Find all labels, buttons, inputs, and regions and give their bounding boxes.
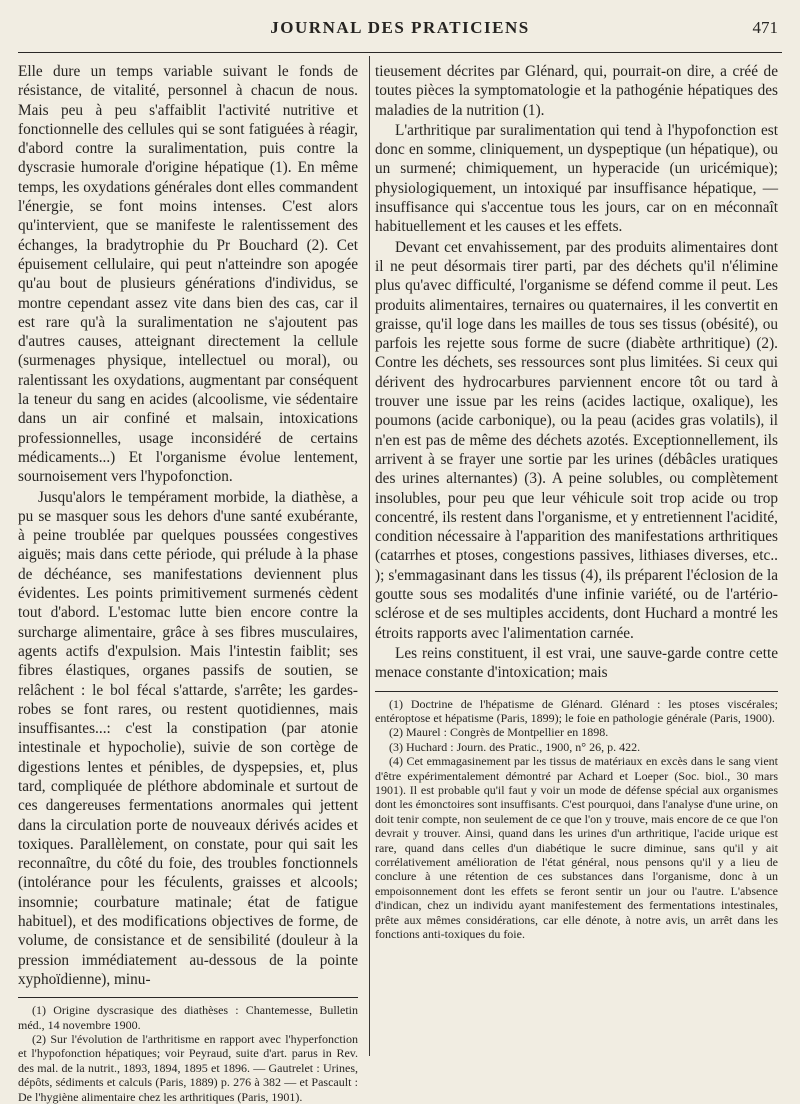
header-rule — [18, 52, 782, 53]
footnote: (1) Origine dyscrasique des diathèses : Chantemesse, Bulletin méd., 14 novembre 1900. — [18, 1003, 358, 1032]
column-divider — [369, 56, 370, 1056]
left-body-text — [18, 62, 358, 989]
left-column — [18, 62, 358, 1104]
paragraph: L'arthritique par suralimentation qui tend à l'hypofonction est donc en somme, cliniquement, un dyspeptique (un hépatique), ou un surmené; chimiquement, un hyperacide (un uricémique); physiologiquement, un intoxiqué par insuffisance hépatique, — insuffisance qui s'accentue tous les jours, car on en méconnaît habituellement et les causes et les effets. — [375, 121, 778, 236]
footnote: (3) Huchard : Journ. des Pratic., 1900, n° 26, p. 422. — [389, 739, 641, 754]
footnote: (4) Cet emmagasinement par les tissus de matériaux en excès dans le sang vient d'être expérimentalement démontré par Achard et Loeper (Soc. biol., 30 mars 1901). Il est probable qu'il faut y voir un mode de défense spécial aux organismes dont les émonctoires sont insuffisants. C'est pourquoi, dans l'analyse d'une urine, on doit tenir compte, non seulement de ce que l'on y trouve, mais encore de ce que l'on devrait y trouver. Ainsi, quand dans les urines d'un arthritique, l'acide urique est rare, quand dans celles d'un diabétique le sucre diminue, sans qu'il y ait corrélativement amélioration de l'état général, nous pensons qu'il y a lieu de conclure à une rétention de ces substances dans l'organisme, donc à un empoisonnement dont les effets se feront sentir un jour ou l'autre. L'absence d'indican, chez un individu ayant manifestement des fermentations intestinales, prête aux mêmes considérations, car elle dénote, à notre avis, un arrêt dans les fonctions anti-toxiques du foie. — [375, 754, 778, 941]
page-number: 471 — [752, 18, 778, 37]
footnote: (2) Maurel : Congrès de Montpellier en 1898. — [389, 725, 609, 740]
right-footnotes — [375, 697, 778, 942]
running-header — [0, 18, 800, 48]
left-footnotes — [18, 1003, 358, 1104]
paragraph: tieusement décrites par Glénard, qui, pourrait-on dire, a créé de toutes pièces la symptomatologie et la pathogénie hépatiques des maladies de la nutrition (1). — [375, 63, 778, 119]
footnote-rule — [18, 997, 358, 998]
paragraph: Les reins constituent, il est vrai, une sauve-garde contre cette menace constante d'intoxication; mais — [375, 644, 778, 682]
paragraph: Devant cet envahissement, par des produits alimentaires dont il ne peut désormais tirer parti, par des déchets qu'il n'élimine plus qu'avec difficulté, l'organisme se défend comme il peut. Les produits alimentaires, ternaires ou quaternaires, il les convertit en graisse, qu'il loge dans les mailles de tous ses tissus (obésité), ou parfois les rejette sous forme de sucre (diabète arthritique) (2). Contre les déchets, ses ressources sont plus limitées. Si ceux qui dérivent des hydrocarbures parviennent encore tôt ou tard à trouver une issue par les reins (acides lactique, oxalique), les poumons (acide carbonique), ou la peau (acides gras volatils), il n'en est pas de même des déchets azotés. Exceptionnellement, ils arrivent à se frayer une sortie par les urines (débâcles uratiques des urines alternantes) (3). A peine solubles, ou complètement insolubles, pour peu que leur véhicule soit trop acide ou trop concentré, ils restent dans l'organisme, et y entretiennent l'acidité, condition nécessaire à l'apparition des manifestations arthritiques (catarrhes et ptoses, congestions passives, lithiases diverses, etc.. ); s'emmagasinant dans les tissus (4), ils préparent l'éclosion de la goutte sous ses modalités d'une infinie variété, ou de l'artério-sclérose et de ses multiples accidents, dont Huchard a montré les étroits rapports avec l'alimentation carnée. — [375, 238, 778, 642]
footnote: (2) Sur l'évolution de l'arthritisme en rapport avec l'hyperfonction et l'hypofonction hépatiques; voir Peyraud, suite d'art. parus in Rev. des mal. de la nutrit., 1893, 1894, 1895 et 1896. — Gautrelet : Urines, dépôts, sédiments et calculs (Paris, 1889) p. 276 à 382 — et Pascault : De l'hygiène alimentaire chez les arthritiques (Paris, 1901). — [18, 1032, 358, 1104]
journal-title: JOURNAL DES PRATICIENS — [270, 18, 530, 37]
paragraph: Elle dure un temps variable suivant le fonds de résistance, de vitalité, personnel à chacun de nous. Mais peu à peu s'affaiblit l'activité nutritive et fonctionnelle des cellules qui se sont fatiguées à réagir, d'abord contre la suralimentation, puis contre la dyscrasie humorale d'origine hépatique (1). En même temps, les oxydations générales dont elles commandent l'énergie, se font moins intenses. C'est alors qu'intervient, que se manifeste le ralentissement des échanges, la bradytrophie du Pr Bouchard (2). Cet épuisement cellulaire, qui peut n'atteindre son apogée qu'au bout de plusieurs générations d'individus, se montre cependant assez vite dans bien des cas, car il est rare qu'à la suralimentation ne s'ajoutent pas d'autres causes, atteignant directement la cellule (surmenages physique, intellectuel ou moral), ou ralentissant les oxydations, augmentant par conséquent la teneur du sang en acides (alcoolisme, vie sédentaire dans un air confiné et malsain, intoxications professionnelles, usage inconsidéré de certains médicaments...) Et l'organisme évolue lentement, sournoisement vers l'hypofonction. — [18, 63, 358, 486]
right-body-text — [375, 62, 778, 683]
footnote: (1) Doctrine de l'hépatisme de Glénard. Glénard : les ptoses viscérales; entéroptose et hépatisme (Paris, 1899); le foie en pathologie générale (Paris, 1900). — [375, 696, 778, 725]
paragraph: Jusqu'alors le tempérament morbide, la diathèse, a pu se masquer sous les dehors d'une santé exubérante, à peine troublée par quelques poussées congestives aiguës; mais dans cette période, qui prélude à la phase de déchéance, ses manifestations deviennent plus évidentes. Les points primitivement surmenés cèdent tout d'abord. L'estomac lutte bien encore contre la surcharge alimentaire, grâce à ses fibres musculaires, agents actifs d'expulsion. Mais l'intestin faiblit; ses fibres élastiques, organes passifs de soutien, se relâchent : le bol fécal s'attarde, s'arrête; les gardes-robes se font rares, ou restent quotidiennes, mais insuffisantes...: c'est la constipation (par atonie intestinale et hypocholie), suivie de son cortège de digestions lentes et pénibles, de dyspepsies, et, plus tard, compliquée de pléthore abdominale et surtout de ces dangereuses fermentations anormales qui jettent dans la circulation porte de nouveaux dérivés acides et toxiques. Parallèlement, on constate, pour qui sait les reconnaître, du côté du foie, des troubles fonctionnels (intolérance pour les féculents, graisses et alcools; insomnie; courbature matinale; état de fatigue habituel), et des modifications objectives de forme, de volume, de consistance et de sensibilité (douleur à la pression immédiatement au-dessous de la pointe xyphoïdienne), minu- — [18, 488, 358, 988]
footnote-rule — [375, 691, 778, 692]
right-column — [375, 62, 778, 941]
